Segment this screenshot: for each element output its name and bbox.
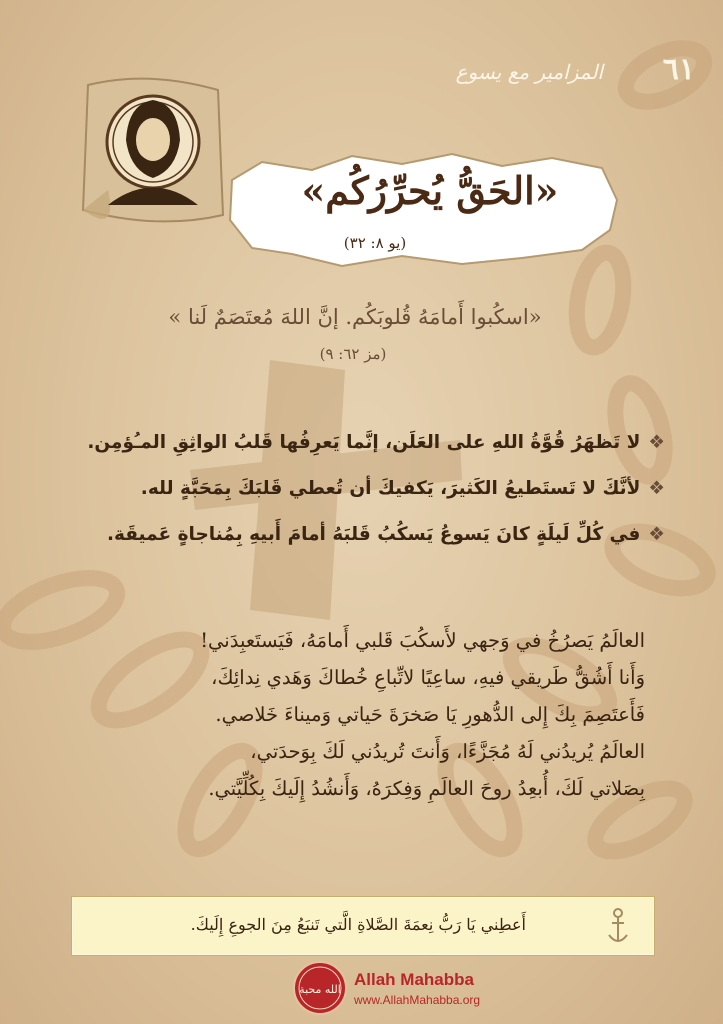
reflection-point: ❖لا تَظهَرُ قُوَّةُ اللهِ على العَلَن، إنَّما يَعرِفُها قَلبُ الواثِقِ المـُؤمِن. [87, 432, 665, 453]
brand-name: Allah Mahabba [354, 970, 474, 989]
diamond-bullet-icon: ❖ [648, 478, 665, 499]
psalm-reference: (مز ٦٢: ٩) [319, 345, 387, 363]
svg-text:الله محبة: الله محبة [299, 983, 341, 996]
closing-prayer-text: أَعطِني يَا رَبُّ نِعمَةَ الصَّلاةِ الَّتي تَنبَعُ مِنَ الجوعِ إِلَيكَ. [190, 915, 526, 934]
page-number: ٦١ [662, 52, 695, 87]
diamond-bullet-icon: ❖ [648, 524, 665, 545]
page-title: «الحَقُّ يُحرِّرُكُم» [301, 168, 559, 213]
christ-icon [78, 70, 228, 230]
prayer-line: العالَمُ يُريدُني لَهُ مُجَزَّءًا، وَأَنتَ تُريدُني لَكَ بِوَحدَتي، [250, 740, 645, 763]
closing-prayer-banner [71, 896, 655, 956]
diamond-bullet-icon: ❖ [648, 432, 665, 453]
prayer-line: وَأَنا أَشُقُّ طَريقي فيهِ، ساعِيًا لاتِّباعِ خُطاكَ وَهَدي نِدائِكَ، [211, 666, 645, 689]
allah-mahabba-logo [292, 960, 348, 1016]
anchor-cross-icon [606, 907, 630, 947]
series-title: المزامير مع يسوع [455, 60, 603, 84]
reflection-point: ❖لأنَّكَ لا تَستَطيعُ الكَثيرَ، يَكفيكَ أن تُعطي قَلبَكَ بِمَحَبَّةٍ لله. [140, 478, 665, 499]
prayer-line: العالَمُ يَصرُخُ في وَجهي لأَسكُبَ قَلبي أَمامَهُ، فَيَستَعبِدَني! [200, 629, 645, 652]
reflection-point: ❖في كُلِّ لَيلَةٍ كانَ يَسوعُ يَسكُبُ قَلبَهُ أمامَ أَبيهِ بِمُناجاةٍ عَميقَة. [107, 524, 665, 545]
reflection-points [45, 420, 665, 558]
website-link[interactable]: www.AllahMahabba.org [354, 993, 481, 1007]
psalm-verse: «اسكُبوا أَمامَهُ قُلوبَكُم. إنَّ اللهَ مُعتَصَمٌ لَنا » [168, 305, 542, 329]
prayer-line: فَأَعتَصِمَ بِكَ إِلى الدُّهورِ يَا صَخرَةَ حَياتي وَميناءَ خَلاصي. [215, 703, 645, 726]
prayer-line: بِصَلاتي لَكَ، أُبعِدُ روحَ العالَمِ وَفِكرَهُ، وَأَنشُدُ إِلَيكَ بِكُلِّيَّتي. [208, 777, 645, 800]
title-reference: (يو ٨: ٣٢) [343, 234, 407, 252]
prayer-text [85, 622, 645, 807]
